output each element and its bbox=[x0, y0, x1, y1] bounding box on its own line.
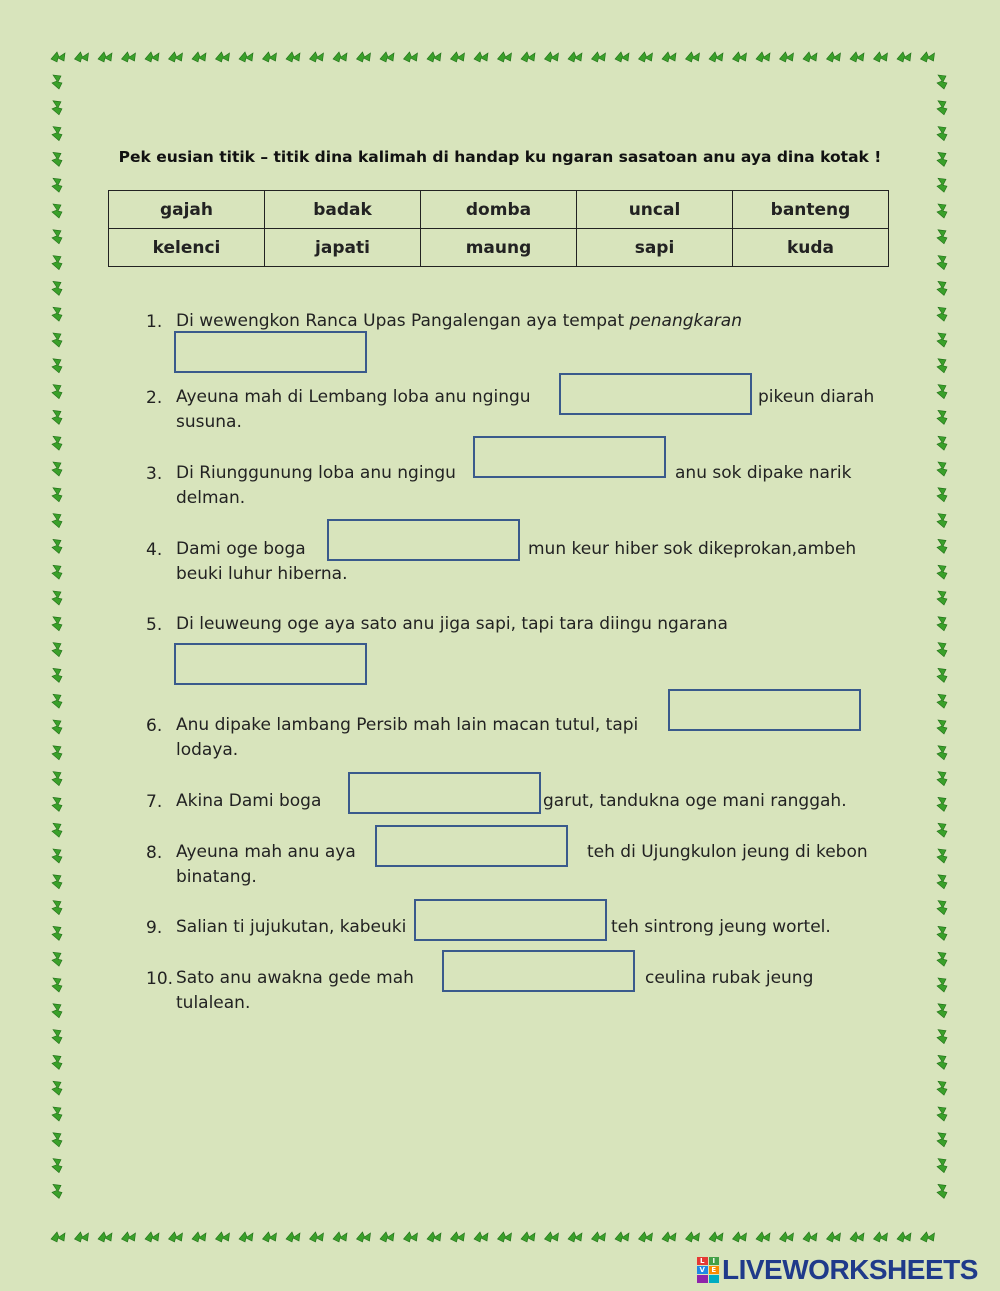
border-arrow-icon bbox=[52, 1133, 62, 1147]
border-arrow-icon bbox=[427, 52, 441, 62]
border-arrow-icon bbox=[333, 1232, 347, 1242]
border-arrow-icon bbox=[592, 52, 606, 62]
border-arrow-icon bbox=[52, 849, 62, 863]
border-arrow-icon bbox=[850, 52, 864, 62]
border-arrow-icon bbox=[380, 1232, 394, 1242]
border-arrow-icon bbox=[662, 52, 676, 62]
border-arrow-icon bbox=[427, 1232, 441, 1242]
border-arrow-icon bbox=[192, 52, 206, 62]
question-number: 1. bbox=[146, 312, 163, 332]
word-bank-cell: domba bbox=[421, 191, 577, 229]
border-arrow-icon bbox=[75, 1232, 89, 1242]
border-arrow-icon bbox=[75, 52, 89, 62]
border-arrow-icon bbox=[474, 52, 488, 62]
word-bank-row bbox=[109, 229, 889, 267]
border-arrow-icon bbox=[937, 1081, 947, 1095]
border-arrow-icon bbox=[239, 52, 253, 62]
border-arrow-icon bbox=[263, 1232, 277, 1242]
word-bank-cell: japati bbox=[265, 229, 421, 267]
word-bank-row bbox=[109, 191, 889, 229]
question-text: Di leuweung oge aya sato anu jiga sapi, tapi tara diingu ngarana bbox=[176, 614, 728, 634]
border-arrow-icon bbox=[756, 52, 770, 62]
border-arrow-icon bbox=[98, 52, 112, 62]
border-arrow-icon bbox=[937, 643, 947, 657]
word-bank-cell: badak bbox=[265, 191, 421, 229]
word-bank-table bbox=[108, 190, 889, 267]
border-arrow-icon bbox=[937, 875, 947, 889]
border-arrow-icon bbox=[145, 52, 159, 62]
question-number: 8. bbox=[146, 843, 163, 863]
border-arrow-icon bbox=[52, 617, 62, 631]
question-text: binatang. bbox=[176, 867, 257, 887]
border-arrow-icon bbox=[937, 488, 947, 502]
border-arrow-icon bbox=[937, 539, 947, 553]
question-number: 2. bbox=[146, 388, 163, 408]
question-text: beuki luhur hiberna. bbox=[176, 564, 348, 584]
border-arrow-icon bbox=[709, 1232, 723, 1242]
question-text: susuna. bbox=[176, 412, 242, 432]
answer-box-1[interactable] bbox=[174, 331, 367, 373]
border-arrow-icon bbox=[874, 52, 888, 62]
border-arrow-icon bbox=[52, 230, 62, 244]
border-arrow-icon bbox=[52, 694, 62, 708]
border-arrow-icon bbox=[803, 52, 817, 62]
word-bank-cell: sapi bbox=[577, 229, 733, 267]
border-arrow-icon bbox=[733, 1232, 747, 1242]
border-arrow-icon bbox=[404, 1232, 418, 1242]
answer-box-2[interactable] bbox=[559, 373, 752, 415]
logo-text: LIVEWORKSHEETS bbox=[722, 1254, 978, 1285]
question-text: Sato anu awakna gede mah bbox=[176, 968, 414, 988]
question-text: pikeun diarah bbox=[758, 387, 875, 407]
border-arrow-icon bbox=[937, 565, 947, 579]
border-arrow-icon bbox=[937, 385, 947, 399]
border-arrow-icon bbox=[52, 823, 62, 837]
border-arrow-icon bbox=[52, 488, 62, 502]
question-text: Di Riunggunung loba anu ngingu bbox=[176, 463, 456, 483]
border-arrow-icon bbox=[286, 52, 300, 62]
border-arrow-icon bbox=[52, 385, 62, 399]
border-arrow-icon bbox=[937, 462, 947, 476]
border-arrow-icon bbox=[937, 746, 947, 760]
border-arrow-icon bbox=[897, 1232, 911, 1242]
border-arrow-icon bbox=[921, 52, 935, 62]
border-arrow-icon bbox=[357, 1232, 371, 1242]
border-arrow-icon bbox=[52, 101, 62, 115]
question-text: Salian ti jujukutan, kabeuki bbox=[176, 917, 407, 937]
border-arrow-icon bbox=[498, 1232, 512, 1242]
border-arrow-icon bbox=[52, 410, 62, 424]
question-text: mun keur hiber sok dikeprokan,ambeh bbox=[528, 539, 857, 559]
border-arrow-icon bbox=[937, 668, 947, 682]
question-text: Akina Dami boga bbox=[176, 791, 322, 811]
question-text: tulalean. bbox=[176, 993, 251, 1013]
border-arrow-icon bbox=[937, 1004, 947, 1018]
border-arrow-icon bbox=[521, 1232, 535, 1242]
border-arrow-icon bbox=[474, 1232, 488, 1242]
border-arrow-icon bbox=[52, 797, 62, 811]
border-arrow-icon bbox=[545, 1232, 559, 1242]
border-arrow-icon bbox=[937, 178, 947, 192]
question-text: Ayeuna mah anu aya bbox=[176, 842, 356, 862]
instruction-title: Pek eusian titik – titik dina kalimah di handap ku ngaran sasatoan anu aya dina kotak ! bbox=[118, 148, 882, 166]
question-text: teh di Ujungkulon jeung di kebon bbox=[587, 842, 868, 862]
border-arrow-icon bbox=[937, 75, 947, 89]
question-text: Dami oge boga bbox=[176, 539, 306, 559]
border-arrow-icon bbox=[937, 617, 947, 631]
border-arrow-icon bbox=[52, 75, 62, 89]
border-arrow-icon bbox=[52, 204, 62, 218]
question-number: 6. bbox=[146, 716, 163, 736]
border-arrow-icon bbox=[545, 52, 559, 62]
border-arrow-icon bbox=[52, 668, 62, 682]
border-arrow-icon bbox=[51, 52, 65, 62]
border-arrow-icon bbox=[568, 52, 582, 62]
border-arrow-icon bbox=[52, 1159, 62, 1173]
answer-box-5[interactable] bbox=[174, 643, 367, 685]
border-arrow-icon bbox=[937, 901, 947, 915]
border-arrow-icon bbox=[639, 1232, 653, 1242]
border-arrow-icon bbox=[52, 127, 62, 141]
border-arrow-icon bbox=[874, 1232, 888, 1242]
border-arrow-icon bbox=[169, 52, 183, 62]
word-bank-cell: kelenci bbox=[109, 229, 265, 267]
border-arrow-icon bbox=[310, 52, 324, 62]
answer-box-6[interactable] bbox=[668, 689, 861, 731]
border-arrow-icon bbox=[98, 1232, 112, 1242]
border-arrow-icon bbox=[122, 52, 136, 62]
border-arrow-icon bbox=[897, 52, 911, 62]
word-bank-cell: maung bbox=[421, 229, 577, 267]
border-arrow-icon bbox=[52, 643, 62, 657]
border-arrow-icon bbox=[52, 1081, 62, 1095]
border-arrow-icon bbox=[850, 1232, 864, 1242]
border-arrow-icon bbox=[52, 281, 62, 295]
border-arrow-icon bbox=[52, 462, 62, 476]
border-arrow-icon bbox=[52, 772, 62, 786]
border-arrow-icon bbox=[521, 52, 535, 62]
question-number: 4. bbox=[146, 540, 163, 560]
word-bank-cell: banteng bbox=[733, 191, 889, 229]
border-arrow-icon bbox=[937, 849, 947, 863]
border-arrow-icon bbox=[937, 720, 947, 734]
border-arrow-icon bbox=[52, 514, 62, 528]
border-arrow-icon bbox=[937, 307, 947, 321]
border-arrow-icon bbox=[52, 952, 62, 966]
border-arrow-icon bbox=[52, 436, 62, 450]
border-arrow-icon bbox=[937, 230, 947, 244]
question-text: teh sintrong jeung wortel. bbox=[611, 917, 831, 937]
border-arrow-icon bbox=[52, 307, 62, 321]
border-arrow-icon bbox=[709, 52, 723, 62]
border-arrow-icon bbox=[52, 591, 62, 605]
border-arrow-icon bbox=[937, 694, 947, 708]
question-text: anu sok dipake narik bbox=[675, 463, 852, 483]
border-arrow-icon bbox=[404, 52, 418, 62]
question-text: Ayeuna mah di Lembang loba anu ngingu bbox=[176, 387, 531, 407]
border-arrow-icon bbox=[686, 52, 700, 62]
border-arrow-icon bbox=[937, 514, 947, 528]
border-arrow-icon bbox=[380, 52, 394, 62]
border-arrow-icon bbox=[937, 591, 947, 605]
border-arrow-icon bbox=[52, 746, 62, 760]
border-arrow-icon bbox=[145, 1232, 159, 1242]
border-arrow-icon bbox=[52, 1004, 62, 1018]
border-arrow-icon bbox=[52, 901, 62, 915]
question-number: 5. bbox=[146, 615, 163, 635]
border-arrow-icon bbox=[937, 797, 947, 811]
border-arrow-icon bbox=[263, 52, 277, 62]
border-arrow-icon bbox=[52, 178, 62, 192]
border-arrow-icon bbox=[827, 1232, 841, 1242]
border-arrow-icon bbox=[169, 1232, 183, 1242]
border-arrow-icon bbox=[921, 1232, 935, 1242]
border-arrow-icon bbox=[52, 978, 62, 992]
question-number: 3. bbox=[146, 464, 163, 484]
border-arrow-icon bbox=[756, 1232, 770, 1242]
border-arrow-icon bbox=[286, 1232, 300, 1242]
border-arrow-icon bbox=[803, 1232, 817, 1242]
border-arrow-icon bbox=[52, 1107, 62, 1121]
border-arrow-icon bbox=[51, 1232, 65, 1242]
border-arrow-icon bbox=[937, 1184, 947, 1198]
border-arrow-icon bbox=[733, 52, 747, 62]
border-arrow-icon bbox=[52, 333, 62, 347]
border-arrow-icon bbox=[937, 772, 947, 786]
border-arrow-icon bbox=[937, 436, 947, 450]
question-number: 10. bbox=[146, 969, 174, 989]
question-text-italic: penangkaran bbox=[629, 311, 742, 331]
border-arrow-icon bbox=[937, 926, 947, 940]
border-arrow-icon bbox=[937, 359, 947, 373]
border-arrow-icon bbox=[451, 1232, 465, 1242]
liveworksheets-logo[interactable] bbox=[697, 1254, 978, 1286]
question-number: 9. bbox=[146, 918, 163, 938]
question-number: 7. bbox=[146, 792, 163, 812]
border-arrow-icon bbox=[662, 1232, 676, 1242]
border-arrow-icon bbox=[937, 281, 947, 295]
answer-box-10[interactable] bbox=[442, 950, 635, 992]
border-arrow-icon bbox=[310, 1232, 324, 1242]
border-arrow-icon bbox=[937, 1159, 947, 1173]
border-arrow-icon bbox=[780, 1232, 794, 1242]
border-arrow-icon bbox=[122, 1232, 136, 1242]
border-arrow-icon bbox=[52, 720, 62, 734]
border-arrow-icon bbox=[52, 539, 62, 553]
answer-box-4[interactable] bbox=[327, 519, 520, 561]
border-arrow-icon bbox=[937, 204, 947, 218]
border-arrow-icon bbox=[937, 127, 947, 141]
border-arrow-icon bbox=[357, 52, 371, 62]
border-arrow-icon bbox=[937, 952, 947, 966]
border-arrow-icon bbox=[615, 52, 629, 62]
border-arrow-icon bbox=[639, 52, 653, 62]
question-text: garut, tandukna oge mani ranggah. bbox=[543, 791, 847, 811]
border-arrow-icon bbox=[615, 1232, 629, 1242]
border-arrow-icon bbox=[937, 1133, 947, 1147]
word-bank-cell: uncal bbox=[577, 191, 733, 229]
answer-box-3[interactable] bbox=[473, 436, 666, 478]
border-arrow-icon bbox=[937, 1107, 947, 1121]
border-arrow-icon bbox=[592, 1232, 606, 1242]
answer-box-8[interactable] bbox=[375, 825, 568, 867]
question-text: lodaya. bbox=[176, 740, 239, 760]
border-arrow-icon bbox=[937, 1030, 947, 1044]
border-arrow-icon bbox=[192, 1232, 206, 1242]
border-arrow-icon bbox=[686, 1232, 700, 1242]
border-arrow-icon bbox=[937, 256, 947, 270]
border-arrow-icon bbox=[568, 1232, 582, 1242]
border-arrow-icon bbox=[216, 52, 230, 62]
border-arrow-icon bbox=[937, 1055, 947, 1069]
border-arrow-icon bbox=[451, 52, 465, 62]
border-arrow-icon bbox=[937, 333, 947, 347]
question-text: Di wewengkon Ranca Upas Pangalengan aya tempat penangkaran bbox=[176, 311, 742, 331]
border-arrow-icon bbox=[52, 256, 62, 270]
border-arrow-icon bbox=[52, 926, 62, 940]
border-arrow-icon bbox=[52, 565, 62, 579]
border-arrow-icon bbox=[52, 1184, 62, 1198]
word-bank-cell: kuda bbox=[733, 229, 889, 267]
question-text: delman. bbox=[176, 488, 246, 508]
border-arrow-icon bbox=[780, 52, 794, 62]
border-arrow-icon bbox=[937, 823, 947, 837]
answer-box-7[interactable] bbox=[348, 772, 541, 814]
border-arrow-icon bbox=[937, 978, 947, 992]
logo-mark-icon: L I V E bbox=[697, 1257, 719, 1283]
border-arrow-icon bbox=[239, 1232, 253, 1242]
border-arrow-icon bbox=[937, 101, 947, 115]
border-arrow-icon bbox=[498, 52, 512, 62]
question-text: ceulina rubak jeung bbox=[645, 968, 814, 988]
border-arrow-icon bbox=[937, 410, 947, 424]
border-arrow-icon bbox=[52, 1055, 62, 1069]
word-bank-cell: gajah bbox=[109, 191, 265, 229]
border-arrow-icon bbox=[333, 52, 347, 62]
question-text: Anu dipake lambang Persib mah lain macan tutul, tapi bbox=[176, 715, 639, 735]
border-arrow-icon bbox=[52, 875, 62, 889]
border-arrow-icon bbox=[52, 1030, 62, 1044]
border-arrow-icon bbox=[52, 359, 62, 373]
border-arrow-icon bbox=[827, 52, 841, 62]
answer-box-9[interactable] bbox=[414, 899, 607, 941]
border-arrow-icon bbox=[216, 1232, 230, 1242]
